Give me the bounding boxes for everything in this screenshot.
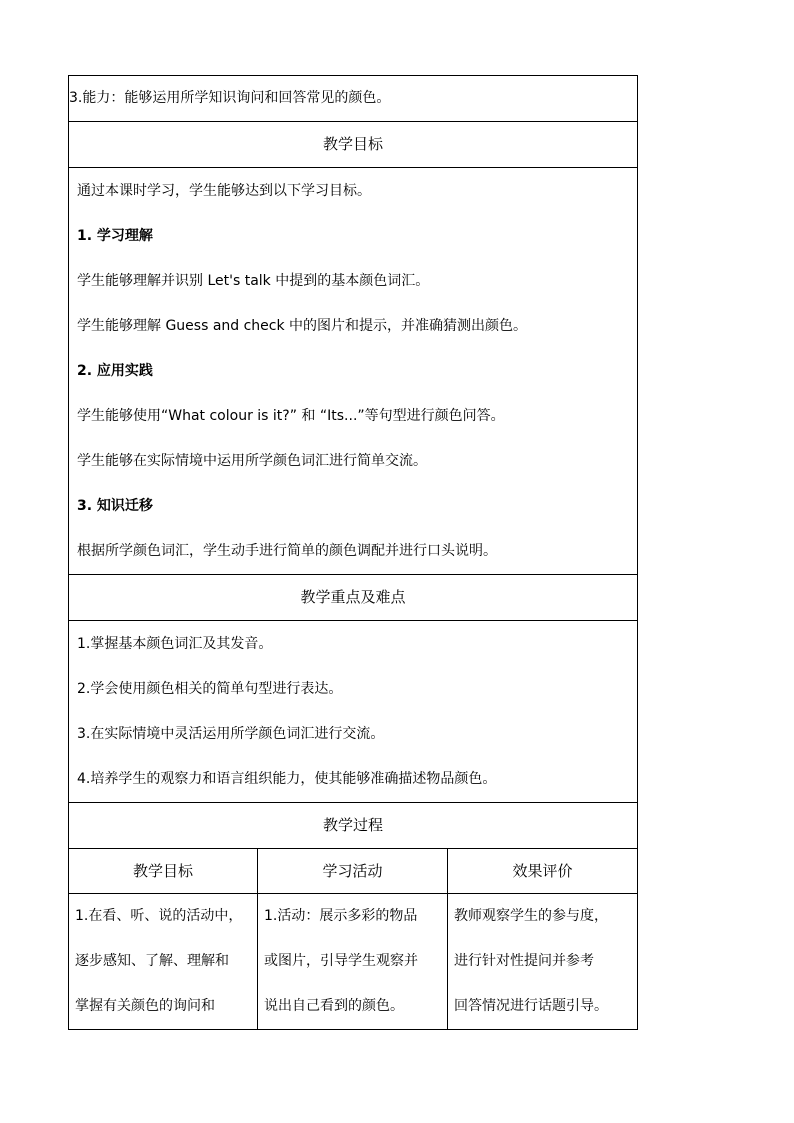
process-goal-line: 逐步感知、了解、理解和 bbox=[75, 953, 229, 969]
key-points-header-row bbox=[69, 575, 638, 621]
key-point-item: 4.培养学生的观察力和语言组织能力，使其能够准确描述物品颜色。 bbox=[77, 771, 497, 787]
ability-row bbox=[69, 76, 638, 122]
goal-item: 根据所学颜色词汇，学生动手进行简单的颜色调配并进行口头说明。 bbox=[77, 543, 497, 559]
process-activity-line: 或图片，引导学生观察并 bbox=[264, 953, 418, 969]
process-goal-cell bbox=[69, 894, 258, 1030]
goals-header-row bbox=[69, 122, 638, 168]
goals-content bbox=[69, 168, 638, 575]
process-evaluation-cell bbox=[448, 894, 638, 1030]
key-points-title: 教学重点及难点 bbox=[69, 575, 638, 621]
process-evaluation-line: 进行针对性提问并参考 bbox=[454, 953, 594, 969]
process-goal-line: 1.在看、听、说的活动中， bbox=[75, 908, 243, 924]
ability-line: 3.能力：能够运用所学知识询问和回答常见的颜色。 bbox=[69, 76, 638, 122]
column-header-activities: 学习活动 bbox=[258, 849, 448, 894]
key-point-item: 1.掌握基本颜色词汇及其发音。 bbox=[77, 636, 273, 652]
goal-heading: 1. 学习理解 bbox=[77, 228, 153, 244]
goals-content-row bbox=[69, 168, 638, 575]
goal-item: 学生能够理解并识别 Let's talk 中提到的基本颜色词汇。 bbox=[77, 273, 430, 289]
goal-heading: 2. 应用实践 bbox=[77, 363, 153, 379]
key-points-content bbox=[69, 621, 638, 803]
process-activity-line: 说出自己看到的颜色。 bbox=[264, 998, 404, 1014]
goal-item: 通过本课时学习，学生能够达到以下学习目标。 bbox=[77, 183, 371, 199]
column-header-goals: 教学目标 bbox=[69, 849, 258, 894]
key-points-content-row bbox=[69, 621, 638, 803]
document-page bbox=[68, 75, 637, 1030]
process-row bbox=[69, 894, 638, 1030]
goal-heading: 3. 知识迁移 bbox=[77, 498, 153, 514]
process-activity-cell bbox=[258, 894, 448, 1030]
key-point-item: 3.在实际情境中灵活运用所学颜色词汇进行交流。 bbox=[77, 726, 385, 742]
process-columns-row bbox=[69, 849, 638, 894]
column-header-evaluation: 效果评价 bbox=[448, 849, 638, 894]
lesson-plan-table bbox=[68, 75, 638, 1030]
key-point-item: 2.学会使用颜色相关的简单句型进行表达。 bbox=[77, 681, 343, 697]
goal-item: 学生能够在实际情境中运用所学颜色词汇进行简单交流。 bbox=[77, 453, 427, 469]
process-title: 教学过程 bbox=[69, 803, 638, 849]
process-evaluation-line: 教师观察学生的参与度， bbox=[454, 908, 608, 924]
process-goal-line: 掌握有关颜色的询问和 bbox=[75, 998, 215, 1014]
goals-title: 教学目标 bbox=[69, 122, 638, 168]
goal-item: 学生能够使用“What colour is it?” 和 “Its...”等句型进行颜色问答。 bbox=[77, 408, 505, 424]
process-evaluation-line: 回答情况进行话题引导。 bbox=[454, 998, 608, 1014]
process-header-row bbox=[69, 803, 638, 849]
goal-item: 学生能够理解 Guess and check 中的图片和提示，并准确猜测出颜色。 bbox=[77, 318, 528, 334]
process-activity-line: 1.活动：展示多彩的物品 bbox=[264, 908, 418, 924]
